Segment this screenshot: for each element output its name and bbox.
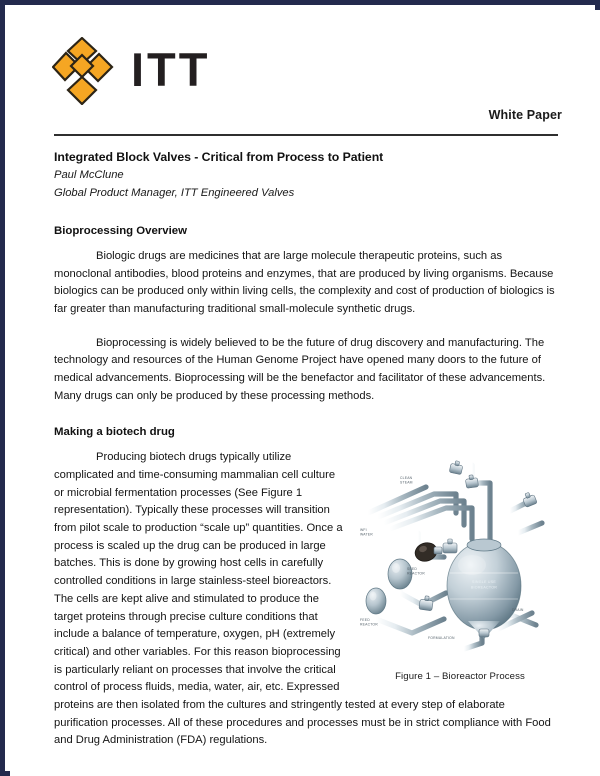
label-drain: DRAIN [512,608,524,613]
label-single-use-bioreactor: SINGLE USE [471,580,497,585]
svg-text:WATER: WATER [360,532,373,537]
text-with-figure-region [54,449,560,750]
svg-text:STEAM: STEAM [400,480,413,485]
svg-text:REACTOR: REACTOR [360,622,378,627]
section-heading-making-a-biotech-drug: Making a biotech drug [54,426,175,439]
paragraph-text: Producing biotech drugs typically utilize complicated and time-consuming mammalian cell culture or microbial fermentation processes (See Figure 1 representation). Typically these processes will transition from pilot scale to production “scale up” quantities. Once a process is scaled up the drug can be produced in large batches. This is done by growing host cells in carefully controlled conditions in large stainless-steel bioreactors. The cells are kept alive and stimulated to produce the target proteins through precise culture conditions that include a balance of temperature, oxygen, pH (extremely critical) and other variables. For this reason bioprocessing is particularly reliant on processes that involve the critical control of process fluids, media, water, air, etc. Expressed proteins are then isolated from the cultures and stringently tested at every step of elaborate purification processes. All of these procedures and processes must be in strict compliance with Food and Drug Administration (FDA) regulations. [54,451,551,747]
brand-logo-text: ITT [131,42,211,96]
figure-1 [360,453,560,682]
svg-text:REACTOR: REACTOR [407,571,425,576]
label-clean-steam: CLEAN [400,476,413,481]
label-feed-reactor: FEED [360,618,370,623]
svg-text:BIOREACTOR: BIOREACTOR [470,585,498,590]
page-title: Integrated Block Valves - Critical from Process to Patient [54,150,384,164]
document-type-label: White Paper [488,108,562,122]
brand-logo [52,37,210,105]
document-body [54,150,560,750]
label-formulation: FORMULATION [428,636,455,641]
paragraph-biologic-drugs [54,248,560,319]
section-heading-bioprocessing-overview: Bioprocessing Overview [54,224,187,237]
document-page [10,10,600,776]
paragraph-text: Bioprocessing is widely believed to be the future of drug discovery and manufacturing. The technology and resources of the Human Genome Project have opened many doors to the future of medical advancements. Bioprocessing will be the benefactor and facilitator of these advancements. Many drugs can only be produced by these processing methods. [54,336,546,402]
bioreactor-process-diagram-icon [360,453,560,661]
author-title: Global Product Manager, ITT Engineered Valves [54,186,295,199]
figure-caption: Figure 1 – Bioreactor Process [395,671,525,683]
author-name: Paul McClune [54,169,124,181]
header-divider [54,134,558,136]
paragraph-bioprocessing-future [54,335,560,406]
itt-diamond-logo-icon [52,37,114,105]
label-wfi-water: WFI [360,528,367,533]
paragraph-text: Biologic drugs are medicines that are large molecule therapeutic proteins, such as monoclonal antibodies, blood proteins and enzymes, that are produced by living organisms. Because biologics can be produced only within living cells, the complexity and cost of production of biologics is far greater than manufacturing traditional small-molecule synthetic drugs. [54,249,555,315]
document-header [10,10,600,136]
label-seed-reactor: SEED [407,567,418,572]
